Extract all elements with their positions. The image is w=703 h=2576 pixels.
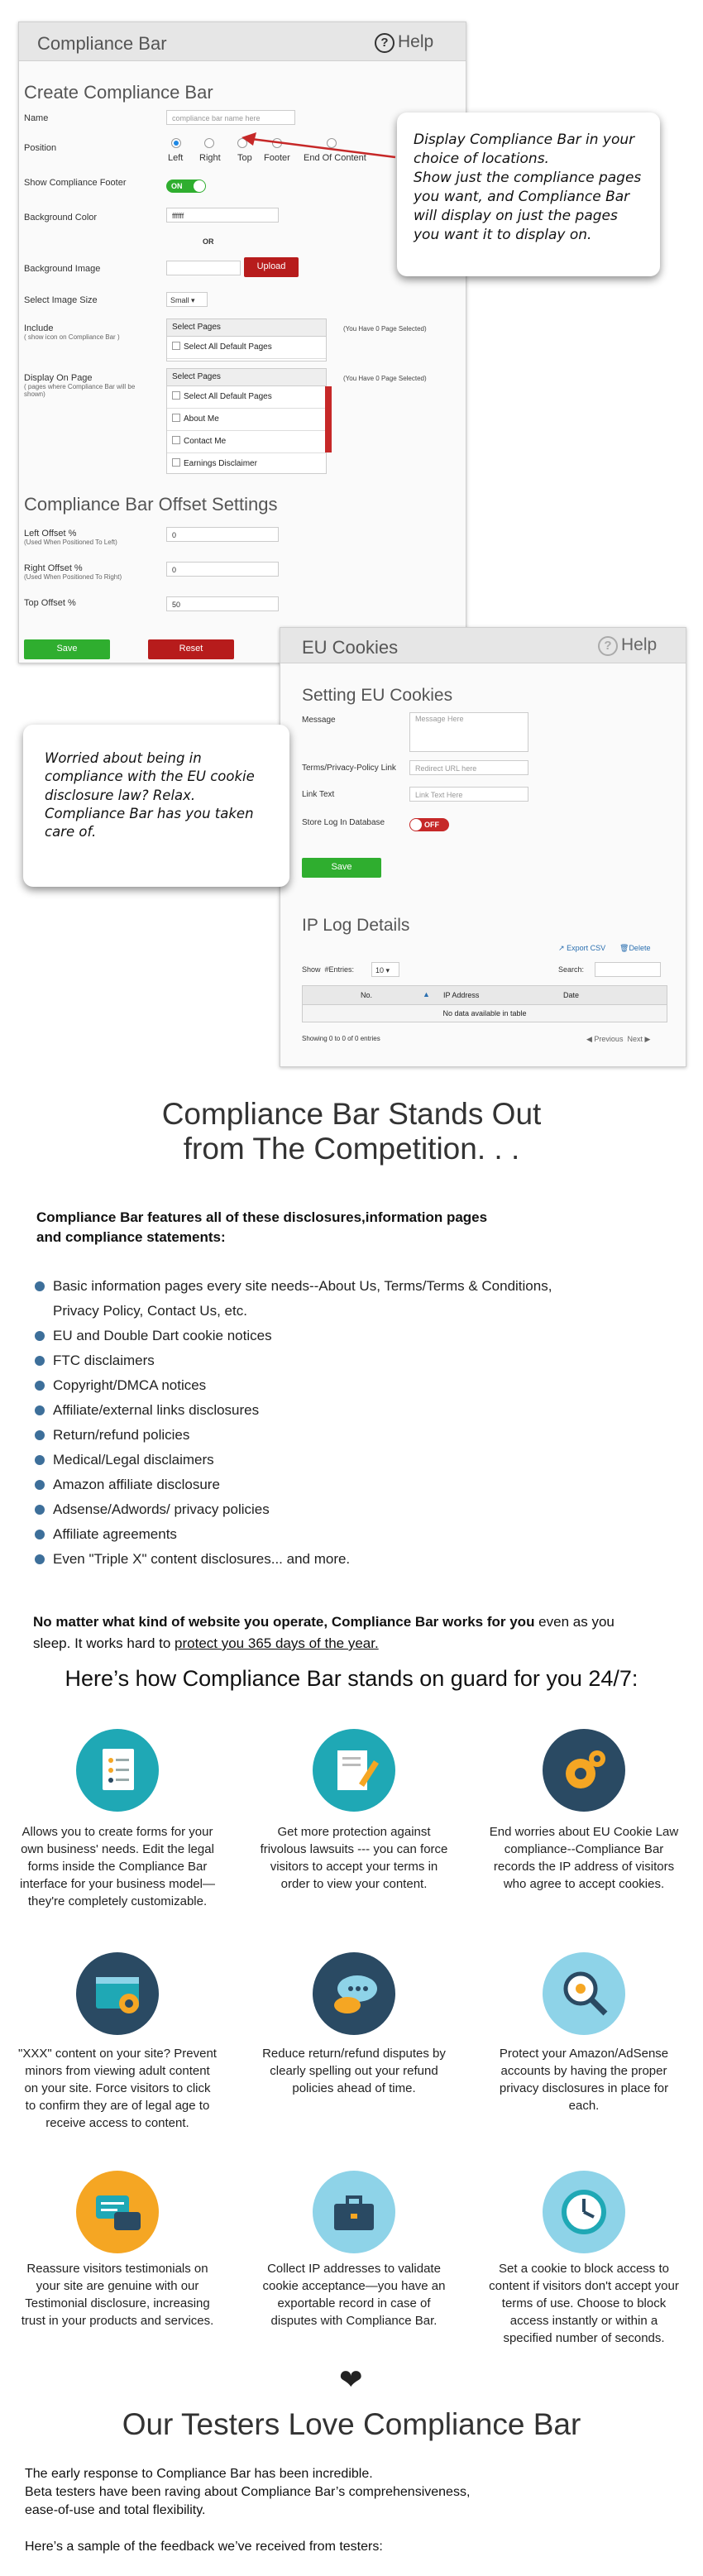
position-left-label: Left (168, 153, 184, 163)
top-offset-label: Top Offset % (24, 598, 76, 608)
locations-callout (397, 113, 660, 276)
benefit-text: Reduce return/refund disputes by clearly spelling out your refund policies ahead of time. (262, 2047, 446, 2095)
link-text-label: Link Text (302, 790, 335, 799)
search-input[interactable] (595, 962, 661, 977)
position-end-label: End Of Content (304, 153, 366, 163)
select-all-item[interactable]: Select All Default Pages (167, 386, 326, 409)
help-link[interactable] (598, 635, 657, 656)
contract-pen-icon (313, 1729, 395, 1812)
guard-heading: Here’s how Compliance Bar stands on guard for you 24/7: (65, 1666, 638, 1691)
ip-log-table (302, 985, 667, 1022)
include-selected-note: (You Have 0 Page Selected) (343, 325, 427, 333)
or-divider: OR (203, 237, 214, 246)
features-intro (36, 1208, 487, 1247)
headline-line-1: Compliance Bar Stands Out (161, 1097, 542, 1131)
benefit-text: Set a cookie to block access to content if visitors don't accept your terms of use. Choose to block access instantly or within a specified number of seconds. (489, 2262, 679, 2345)
link-input[interactable]: Redirect URL here (409, 760, 528, 775)
list-item: FTC disclaimers (33, 1348, 552, 1373)
position-right-label: Right (199, 153, 221, 163)
right-offset-input[interactable]: 0 (166, 562, 279, 577)
benefit-text: End worries about EU Cookie Law compliance--Compliance Bar records the IP address of visitors who agree to accept cookies. (489, 1825, 679, 1891)
ip-log-title: IP Log Details (302, 916, 410, 935)
include-label: Include ( show icon on Compliance Bar ) (24, 323, 120, 341)
list-item: Medical/Legal disclaimers (33, 1448, 552, 1472)
select-pages-header: Select Pages (167, 369, 326, 386)
message-label: Message (302, 716, 336, 725)
delete-link[interactable]: 🗑Delete (619, 944, 651, 952)
top-offset-input[interactable]: 50 (166, 596, 279, 611)
image-size-select[interactable]: Small ▾ (166, 292, 208, 307)
pagination (586, 1035, 650, 1044)
eu-cookies-panel (280, 627, 686, 1067)
testers-paragraph (25, 2465, 470, 2556)
right-offset-sublabel: (Used When Positioned To Right) (24, 573, 122, 581)
briefcase-icon (313, 2171, 395, 2253)
export-icon: ↗ (558, 944, 565, 952)
trash-icon: 🗑 (619, 944, 629, 952)
position-footer-label: Footer (264, 153, 290, 163)
cookie-gear-icon (543, 1729, 625, 1812)
position-top-label: Top (237, 153, 252, 163)
position-right-radio[interactable] (204, 138, 214, 148)
page-item-earnings[interactable]: Earnings Disclaimer (167, 453, 326, 475)
page-item-contact[interactable]: Contact Me (167, 431, 326, 453)
benefit-text: Get more protection against frivolous lawsuits --- you can force visitors to accept your terms in order to view your content. (260, 1825, 448, 1891)
help-label: Help (398, 32, 434, 51)
entries-select[interactable]: 10 ▾ (371, 962, 399, 977)
benefit-text: Collect IP addresses to validate cookie acceptance—you have an exportable record in case of disputes with Compliance Bar. (262, 2262, 446, 2328)
display-selected-note: (You Have 0 Page Selected) (343, 375, 427, 382)
store-log-toggle[interactable] (409, 818, 449, 831)
list-scrollbar[interactable] (325, 386, 332, 452)
help-label: Help (621, 635, 658, 654)
left-offset-sublabel: (Used When Positioned To Left) (24, 539, 117, 546)
benefit-text: Reassure visitors testimonials on your site are genuine with our Testimonial disclosure, increasing trust in your products and services. (21, 2262, 214, 2328)
reset-button[interactable]: Reset (148, 639, 234, 659)
benefit-text: Protect your Amazon/AdSense accounts by having the proper privacy disclosures in place for each. (499, 2047, 669, 2113)
eu-callout (23, 725, 289, 887)
testers-line-2: Beta testers have been raving about Compliance Bar’s comprehensiveness, (25, 2485, 471, 2499)
callout-text: Worried about being in compliance with the EU cookie disclosure law? Relax. Compliance Bar has you taken care of. (45, 750, 255, 840)
list-item: Copyright/DMCA notices (33, 1373, 552, 1398)
display-pages-list[interactable] (166, 368, 327, 474)
show-footer-label: Show Compliance Footer (24, 178, 127, 188)
left-offset-label: Left Offset % (Used When Positioned To Left) (24, 529, 117, 546)
previous-button[interactable]: ◀ Previous (586, 1035, 624, 1043)
export-csv-link[interactable]: ↗ Export CSV (558, 944, 606, 952)
help-icon: ? (598, 636, 618, 656)
panel-header (280, 628, 686, 663)
column-no[interactable]: No. (361, 991, 373, 999)
link-label: Terms/Privacy-Policy Link (302, 764, 396, 773)
list-item: Adsense/Adwords/ privacy policies (33, 1497, 552, 1522)
works-bold: No matter what kind of website you operate, Compliance Bar works for you (33, 1614, 535, 1630)
testimonial-chat-icon (76, 2171, 159, 2253)
benefit-text: Allows you to create forms for your own business' needs. Edit the legal forms inside the Compliance Bar interface for your business model—they're completely customizable. (20, 1825, 215, 1908)
offset-section-title: Compliance Bar Offset Settings (24, 494, 278, 515)
features-list (33, 1274, 552, 1572)
save-button[interactable]: Save (24, 639, 110, 659)
testers-line-3: ease-of-use and total flexibility. (25, 2503, 206, 2517)
upload-button[interactable]: Upload (244, 257, 299, 277)
works-rest: even as you (534, 1614, 615, 1630)
bg-color-input[interactable]: ffffff (166, 208, 279, 223)
right-offset-label: Right Offset % (Used When Positioned To Right) (24, 563, 122, 581)
list-item: Affiliate agreements (33, 1522, 552, 1547)
table-empty-row: No data available in table (303, 1005, 667, 1022)
works-paragraph (33, 1611, 615, 1654)
benefit-text: "XXX" content on your site? Prevent minors from viewing adult content on your site. Force visitors to click to confirm they are of legal age to receive access to content. (18, 2047, 217, 2130)
clock-icon (543, 2171, 625, 2253)
panel-title: EU Cookies (302, 637, 399, 658)
entries-value: 10 (375, 966, 385, 974)
section-title: Create Compliance Bar (24, 82, 213, 103)
show-label: Show #Entries: (302, 965, 355, 974)
page-item-about[interactable]: About Me (167, 409, 326, 431)
toggle-on-label: ON (171, 182, 183, 190)
headline (0, 1097, 703, 1166)
display-label: Display On Page ( pages where Compliance Bar will be shown) (24, 373, 140, 398)
select-all-item[interactable]: Select All Default Pages (167, 337, 326, 359)
magnifier-gear-icon (543, 1952, 625, 2035)
works-underlined: protect you 365 days of the year. (175, 1635, 379, 1651)
help-link[interactable] (375, 32, 433, 53)
image-size-label: Select Image Size (24, 295, 98, 305)
column-date[interactable]: Date (563, 991, 580, 999)
show-footer-toggle[interactable] (166, 180, 206, 193)
testers-line-1: The early response to Compliance Bar has been incredible. (25, 2467, 373, 2481)
position-left-radio[interactable] (171, 138, 181, 148)
callout-arrow-icon (240, 132, 397, 165)
sort-icon: ▲ (423, 990, 430, 998)
toggle-off-label: OFF (424, 821, 439, 829)
chat-bubbles-icon (313, 1952, 395, 2035)
section-title: Setting EU Cookies (302, 686, 453, 705)
intro-line-1: Compliance Bar features all of these disclosures,information pages (36, 1209, 488, 1225)
bg-color-label: Background Color (24, 213, 98, 223)
list-item: EU and Double Dart cookie notices (33, 1324, 552, 1348)
list-item: Even "Triple X" content disclosures... and more. (33, 1547, 552, 1572)
position-label: Position (24, 143, 57, 153)
link-text-input[interactable]: Link Text Here (409, 787, 528, 802)
search-label: Search: (558, 965, 585, 974)
include-pages-list[interactable] (166, 318, 327, 362)
bg-image-label: Background Image (24, 264, 101, 274)
browser-gear-icon (76, 1952, 159, 2035)
message-input[interactable]: Message Here (409, 712, 528, 752)
list-item: Basic information pages every site needs--About Us, Terms/Terms & Conditions, Privacy Policy, Contact Us, etc. (33, 1274, 552, 1324)
heart-icon: ❤ (339, 2364, 363, 2396)
checkbox[interactable] (172, 414, 180, 422)
column-ip[interactable]: IP Address (443, 991, 480, 999)
checkbox[interactable] (172, 436, 180, 444)
testers-line-4: Here’s a sample of the feedback we’ve received from testers: (25, 2540, 383, 2554)
store-log-label: Store Log In Database (302, 818, 385, 827)
callout-line-2: Show just the compliance pages you want, and Compliance Bar will display on just the pages you want it to display on. (414, 169, 642, 243)
help-icon: ? (375, 33, 395, 53)
headline-line-2: from The Competition. . . (183, 1132, 520, 1166)
form-icon (76, 1729, 159, 1812)
include-sublabel: ( show icon on Compliance Bar ) (24, 333, 120, 341)
bg-image-input[interactable] (166, 261, 241, 275)
panel-title: Compliance Bar (37, 33, 167, 54)
display-sublabel: ( pages where Compliance Bar will be shown) (24, 383, 136, 398)
next-button[interactable]: Next ▶ (627, 1035, 651, 1043)
checkbox[interactable] (172, 458, 180, 467)
intro-line-2: and compliance statements: (36, 1229, 226, 1245)
name-label: Name (24, 113, 49, 123)
checkbox[interactable] (172, 342, 180, 350)
select-pages-header: Select Pages (167, 319, 326, 337)
callout-line-1: Display Compliance Bar in your choice of locations. (414, 132, 635, 167)
works-line-2: sleep. It works hard to (33, 1635, 175, 1651)
image-size-value: Small (170, 296, 189, 304)
left-offset-input[interactable]: 0 (166, 527, 279, 542)
list-item: Return/refund policies (33, 1423, 552, 1448)
panel-header (19, 22, 466, 61)
table-header (303, 986, 667, 1005)
name-input[interactable]: compliance bar name here (166, 110, 295, 125)
showing-entries: Showing 0 to 0 of 0 entries (302, 1035, 380, 1042)
testers-heading: Our Testers Love Compliance Bar (122, 2407, 581, 2441)
list-item: Affiliate/external links disclosures (33, 1398, 552, 1423)
eu-save-button[interactable]: Save (302, 858, 381, 878)
checkbox[interactable] (172, 391, 180, 400)
list-item: Amazon affiliate disclosure (33, 1472, 552, 1497)
